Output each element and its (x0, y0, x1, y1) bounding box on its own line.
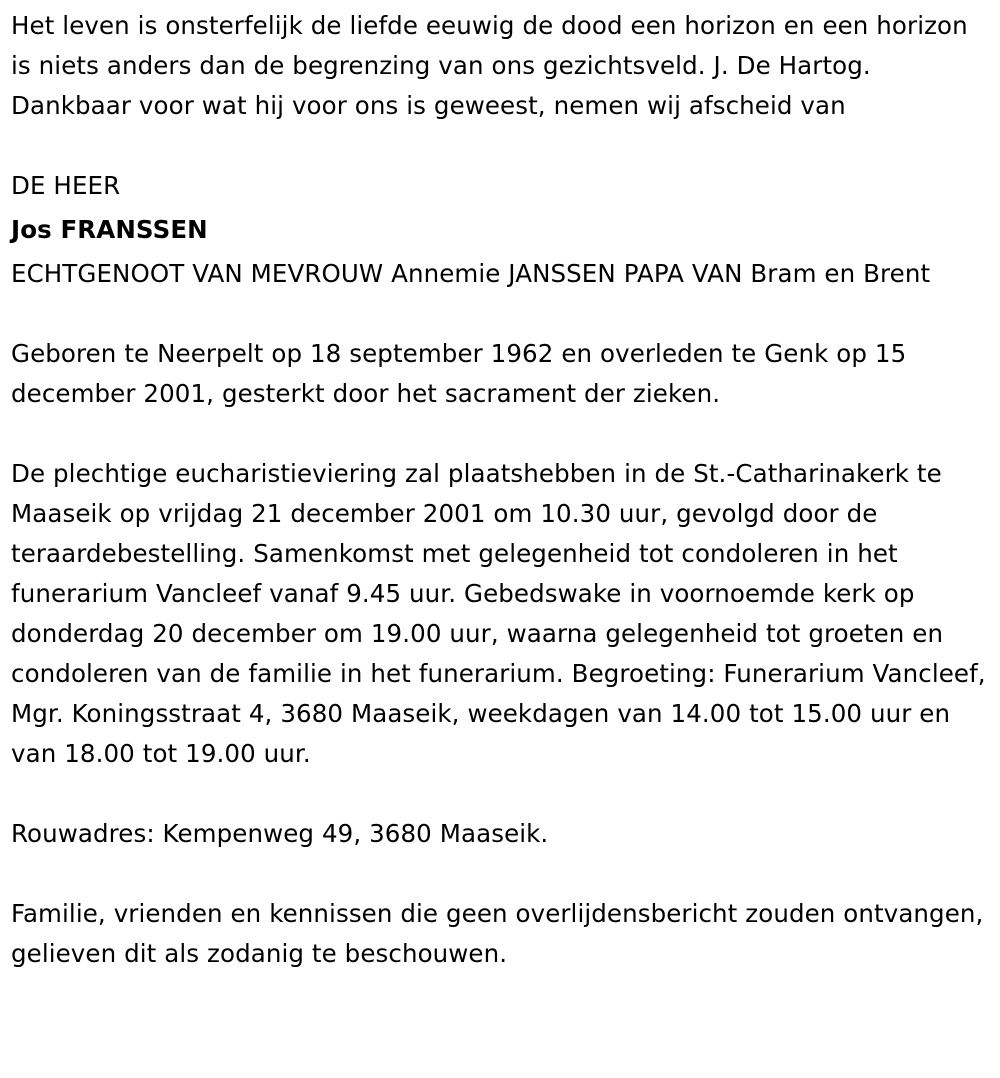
deceased-name: Jos FRANSSEN (11, 215, 208, 244)
spacer (11, 294, 990, 334)
honorific: DE HEER (11, 171, 121, 200)
intro-quote: Het leven is onsterfelijk de liefde eeuwig de dood een horizon en een horizon is niets anders dan de begrenzing van ons gezichtsveld. J. De Hartog. Dankbaar voor wat hij voor ons is geweest, nemen wij afscheid van (11, 11, 968, 120)
spacer (11, 774, 990, 814)
birth-death-paragraph: Geboren te Neerpelt op 18 september 1962 en overleden te Genk op 15 december 2001, gesterkt door het sacrament der zieken. (11, 339, 907, 408)
spacer (11, 126, 990, 166)
closing-paragraph: Familie, vrienden en kennissen die geen overlijdensbericht zouden ontvangen, gelieven dit als zodanig te beschouwen. (11, 899, 984, 968)
spacer (11, 414, 990, 454)
mourning-address: Rouwadres: Kempenweg 49, 3680 Maaseik. (11, 819, 549, 848)
spacer (11, 854, 990, 894)
ceremony-paragraph: De plechtige eucharistieviering zal plaatshebben in de St.-Catharinakerk te Maaseik op vrijdag 21 december 2001 om 10.30 uur, gevolgd door de teraardebestelling. Samenkomst met gelegenheid tot condoleren in het funerarium Vancleef vanaf 9.45 uur. Gebedswake in voornoemde kerk op donderdag 20 december om 19.00 uur, waarna gelegenheid tot groeten en condoleren van de familie in het funerarium. Begroeting: Funerarium Vancleef, Mgr. Koningsstraat 4, 3680 Maaseik, weekdagen van 14.00 tot 15.00 uur en van 18.00 tot 19.00 uur. (11, 459, 986, 768)
relation-line: ECHTGENOOT VAN MEVROUW Annemie JANSSEN PAPA VAN Bram en Brent (11, 259, 931, 288)
